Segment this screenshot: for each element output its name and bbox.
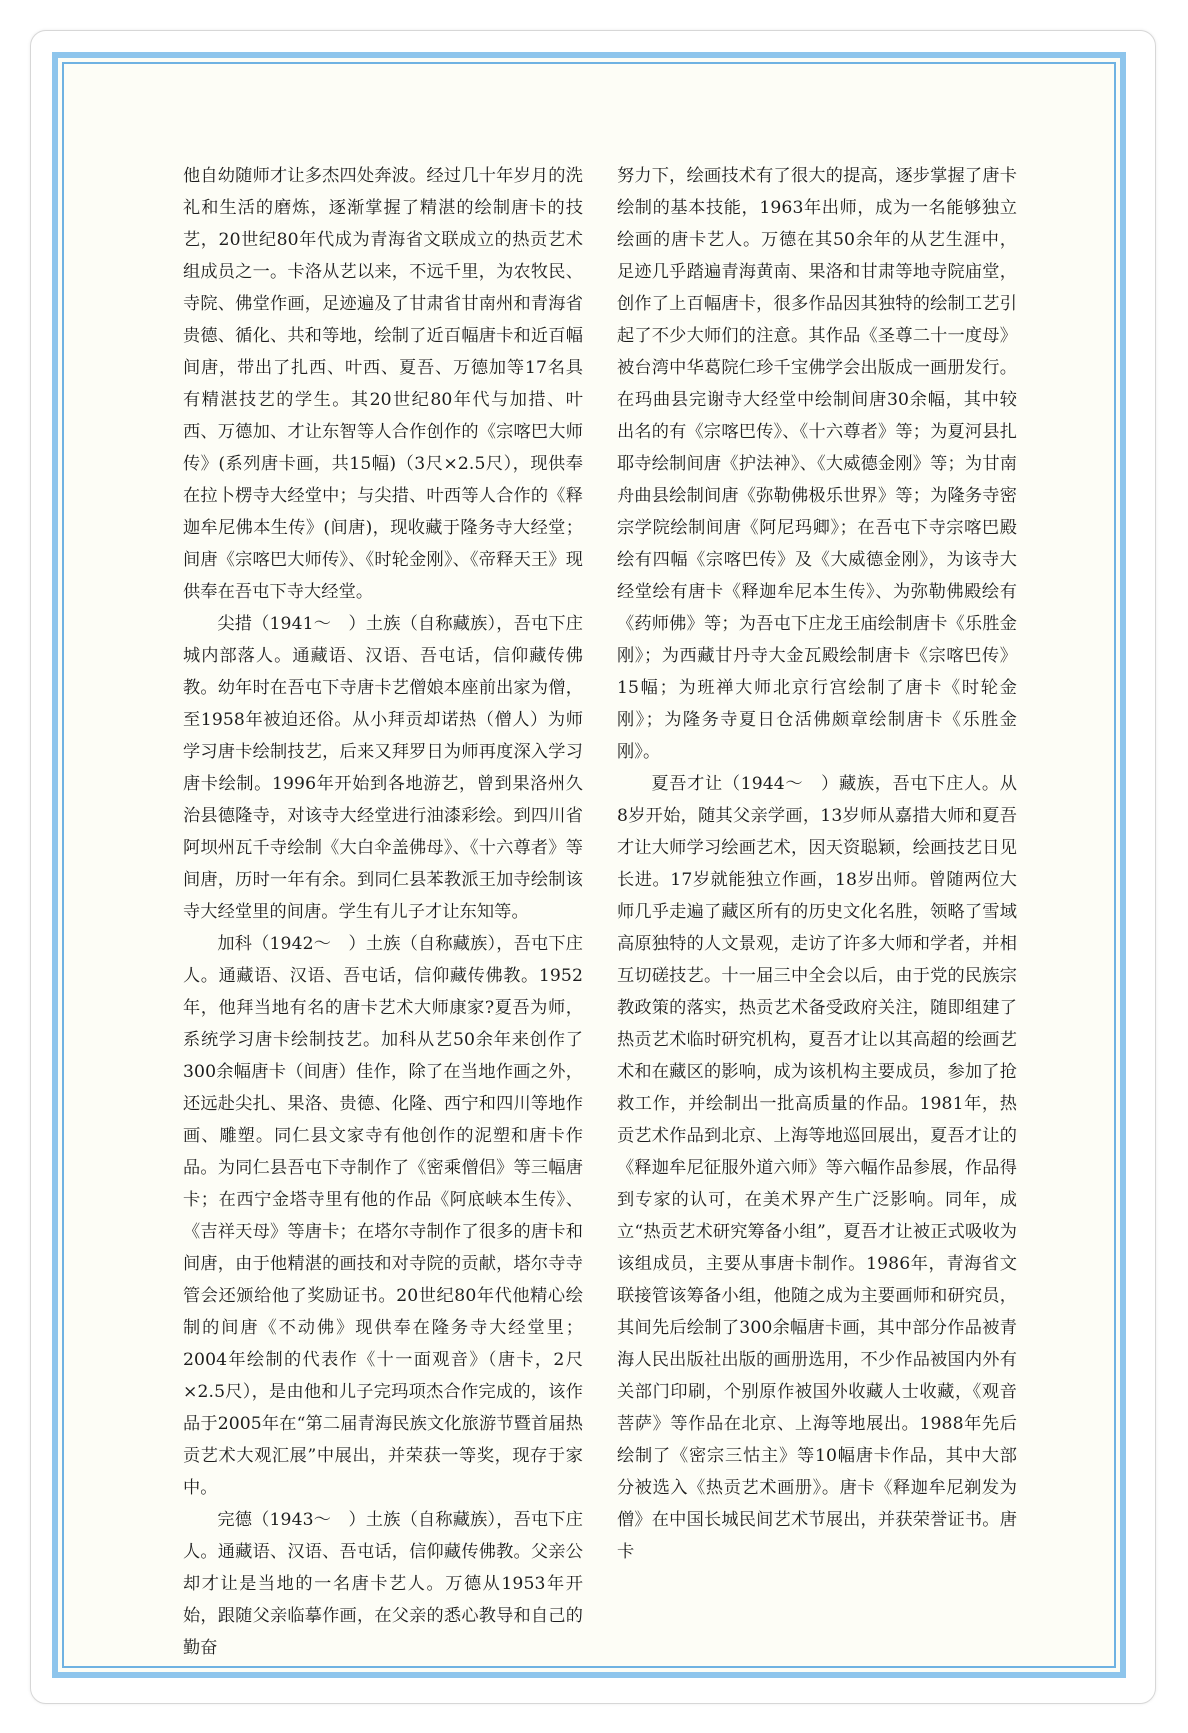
paragraph: 尖措（1941～ ）土族（自称藏族），吾屯下庄城内部落人。通藏语、汉语、吾屯话，信仰藏传佛教。幼年时在吾屯下寺唐卡艺僧娘本座前出家为僧，至1958年被迫还俗。从小拜贡却诺热（僧人）为师学习唐卡绘制技艺，后来又拜罗日为师再度深入学习唐卡绘制。1996年开始到各地游艺，曾到果洛州久治县德隆寺，对该寺大经堂进行油漆彩绘。到四川省阿坝州瓦千寺绘制《大白伞盖佛母》、《十六尊者》等间唐，历时一年有余。到同仁县苯教派王加寺绘制该寺大经堂里的间唐。学生有儿子才让东知等。 bbox=[183, 614, 583, 922]
left-column bbox=[183, 160, 583, 1658]
right-column bbox=[617, 160, 1017, 1562]
paragraph: 加科（1942～ ）土族（自称藏族），吾屯下庄人。通藏语、汉语、吾屯话，信仰藏传佛教。1952年，他拜当地有名的唐卡艺术大师康家?夏吾为师，系统学习唐卡绘制技艺。加科从艺50余年来创作了300余幅唐卡（间唐）佳作，除了在当地作画之外，还远赴尖扎、果洛、贵德、化隆、西宁和四川等地作画、雕塑。同仁县文家寺有他创作的泥塑和唐卡作品。为同仁县吾屯下寺制作了《密乘僧侣》等三幅唐卡；在西宁金塔寺里有他的作品《阿底峡本生传》、《吉祥天母》等唐卡；在塔尔寺制作了很多的唐卡和间唐，由于他精湛的画技和对寺院的贡献，塔尔寺寺管会还颁给他了奖励证书。20世纪80年代他精心绘制的间唐《不动佛》现供奉在隆务寺大经堂里；2004年绘制的代表作《十一面观音》（唐卡，2尺×2.5尺），是由他和儿子完玛项杰合作完成的，该作品于2005年在“第二届青海民族文化旅游节暨首届热贡艺术大观汇展”中展出，并荣获一等奖，现存于家中。 bbox=[183, 934, 583, 1498]
paragraph: 完德（1943～ ）土族（自称藏族），吾屯下庄人。通藏语、汉语、吾屯话，信仰藏传佛教。父亲公却才让是当地的一名唐卡艺人。万德从1953年开始，跟随父亲临摹作画，在父亲的悉心教导和自己的勤奋 bbox=[183, 1510, 583, 1658]
paragraph: 努力下，绘画技术有了很大的提高，逐步掌握了唐卡绘制的基本技能，1963年出师，成为一名能够独立绘画的唐卡艺人。万德在其50余年的从艺生涯中，足迹几乎踏遍青海黄南、果洛和甘肃等地寺院庙堂，创作了上百幅唐卡，很多作品因其独特的绘制工艺引起了不少大师们的注意。其作品《圣尊二十一度母》被台湾中华葛院仁珍千宝佛学会出版成一画册发行。在玛曲县完谢寺大经堂中绘制间唐30余幅，其中较出名的有《宗喀巴传》、《十六尊者》等；为夏河县扎耶寺绘制间唐《护法神》、《大威德金刚》等；为甘南舟曲县绘制间唐《弥勒佛极乐世界》等；为隆务寺密宗学院绘制间唐《阿尼玛卿》；在吾屯下寺宗喀巴殿绘有四幅《宗喀巴传》及《大威德金刚》，为该寺大经堂绘有唐卡《释迦牟尼本生传》、为弥勒佛殿绘有《药师佛》等；为吾屯下庄龙王庙绘制唐卡《乐胜金刚》；为西藏甘丹寺大金瓦殿绘制唐卡《宗喀巴传》15幅；为班禅大师北京行宫绘制了唐卡《时轮金刚》；为隆务寺夏日仓活佛颇章绘制唐卡《乐胜金刚》。 bbox=[617, 166, 1017, 762]
paragraph: 他自幼随师才让多杰四处奔波。经过几十年岁月的洗礼和生活的磨炼，逐渐掌握了精湛的绘制唐卡的技艺，20世纪80年代成为青海省文联成立的热贡艺术组成员之一。卡洛从艺以来，不远千里，为农牧民、寺院、佛堂作画，足迹遍及了甘肃省甘南州和青海省贵德、循化、共和等地，绘制了近百幅唐卡和近百幅间唐，带出了扎西、叶西、夏吾、万德加等17名具有精湛技艺的学生。其20世纪80年代与加措、叶西、万德加、才让东智等人合作创作的《宗喀巴大师传》(系列唐卡画，共15幅)（3尺×2.5尺），现供奉在拉卜楞寺大经堂中；与尖措、叶西等人合作的《释迦牟尼佛本生传》(间唐)，现收藏于隆务寺大经堂；间唐《宗喀巴大师传》、《时轮金刚》、《帝释天王》现供奉在吾屯下寺大经堂。 bbox=[183, 166, 583, 602]
paragraph: 夏吾才让（1944～ ）藏族，吾屯下庄人。从8岁开始，随其父亲学画，13岁师从嘉措大师和夏吾才让大师学习绘画艺术，因天资聪颖，绘画技艺日见长进。17岁就能独立作画，18岁出师。曾随两位大师几乎走遍了藏区所有的历史文化名胜，领略了雪域高原独特的人文景观，走访了许多大师和学者，并相互切磋技艺。十一届三中全会以后，由于党的民族宗教政策的落实，热贡艺术备受政府关注，随即组建了热贡艺术临时研究机构，夏吾才让以其高超的绘画艺术和在藏区的影响，成为该机构主要成员，参加了抢救工作，并绘制出一批高质量的作品。1981年，热贡艺术作品到北京、上海等地巡回展出，夏吾才让的《释迦牟尼征服外道六师》等六幅作品参展，作品得到专家的认可，在美术界产生广泛影响。同年，成立“热贡艺术研究筹备小组”，夏吾才让被正式吸收为该组成员，主要从事唐卡制作。1986年，青海省文联接管该筹备小组，他随之成为主要画师和研究员，其间先后绘制了300余幅唐卡画，其中部分作品被青海人民出版社出版的画册选用，不少作品被国内外有关部门印刷，个别原作被国外收藏人士收藏，《观音菩萨》等作品在北京、上海等地展出。1988年先后绘制了《密宗三怙主》等10幅唐卡作品，其中大部分被选入《热贡艺术画册》。唐卡《释迦牟尼剃发为僧》在中国长城民间艺术节展出，并获荣誉证书。唐卡 bbox=[617, 774, 1017, 1562]
page-body bbox=[183, 160, 1017, 1658]
